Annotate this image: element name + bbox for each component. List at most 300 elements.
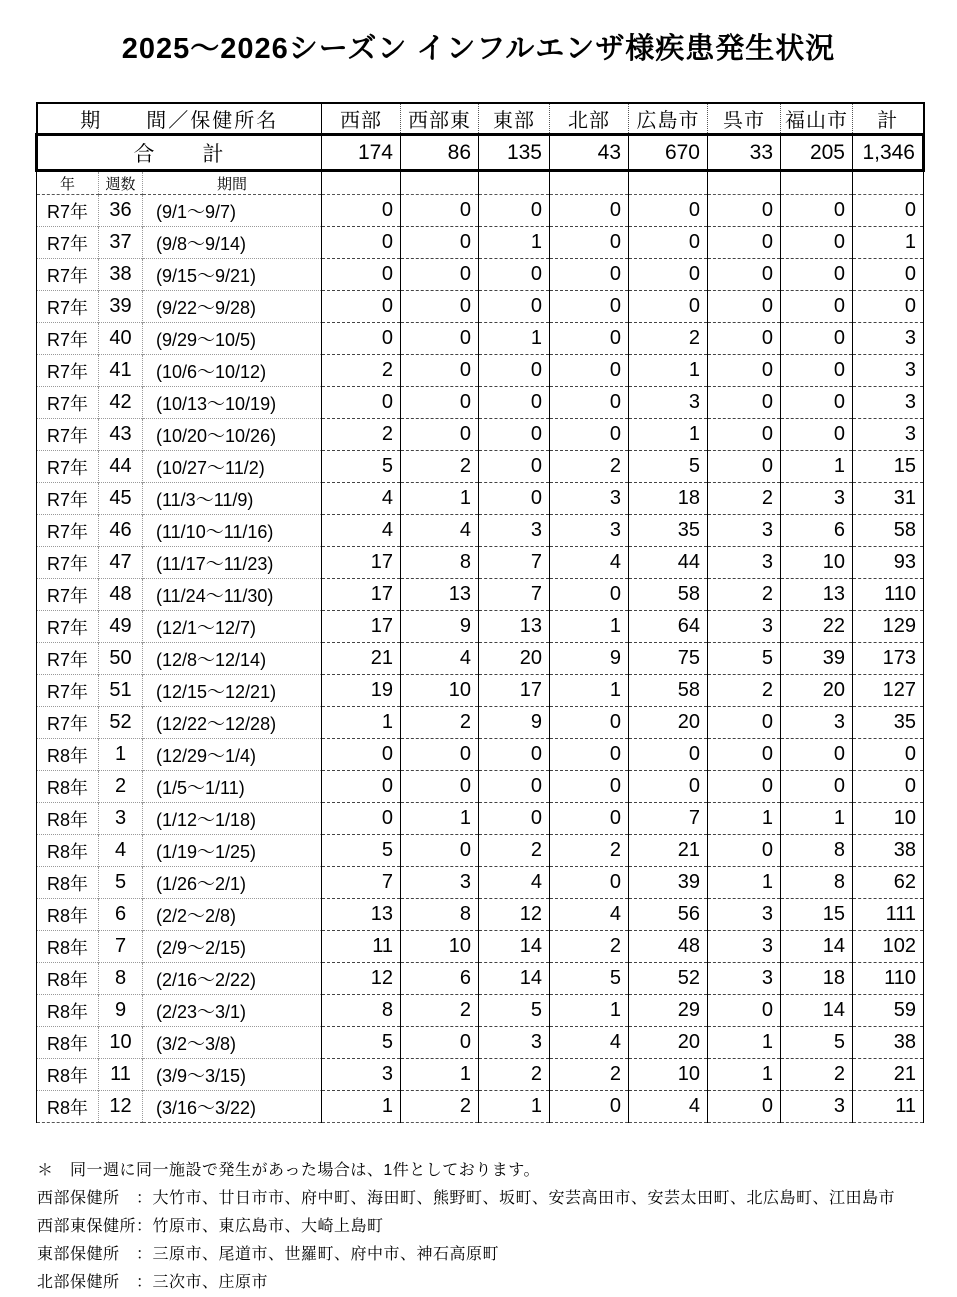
value-cell: 38 [853,1027,924,1059]
value-cell: 7 [322,867,401,899]
year-cell: R8年 [37,771,99,803]
table-row [37,547,924,579]
value-cell: 3 [479,1027,550,1059]
subheader-empty-cell [322,171,401,195]
week-cell: 42 [99,387,143,419]
value-cell: 8 [401,547,479,579]
value-cell: 29 [629,995,708,1027]
period-cell: (12/22～12/28) [143,707,322,739]
week-cell: 37 [99,227,143,259]
column-header-seibu: 西部 [322,103,401,135]
value-cell: 0 [401,835,479,867]
value-cell: 13 [781,579,853,611]
value-cell: 0 [708,835,781,867]
value-cell: 21 [322,643,401,675]
value-cell: 4 [550,547,629,579]
column-header-kure: 呉市 [708,103,781,135]
value-cell: 11 [853,1091,924,1123]
influenza-weekly-table [35,102,925,1123]
value-cell: 3 [479,515,550,547]
value-cell: 13 [322,899,401,931]
year-cell: R7年 [37,547,99,579]
table-row [37,291,924,323]
year-cell: R7年 [37,195,99,227]
year-cell: R7年 [37,643,99,675]
period-cell: (1/5～1/11) [143,771,322,803]
value-cell: 44 [629,547,708,579]
value-cell: 127 [853,675,924,707]
column-header-seibuhigashi: 西部東 [401,103,479,135]
value-cell: 4 [322,483,401,515]
week-cell: 45 [99,483,143,515]
value-cell: 35 [629,515,708,547]
table-row [37,195,924,227]
value-cell: 3 [708,931,781,963]
value-cell: 0 [550,867,629,899]
value-cell: 1 [629,419,708,451]
subheader-empty-cell [550,171,629,195]
week-cell: 6 [99,899,143,931]
table-row [37,227,924,259]
value-cell: 0 [479,419,550,451]
period-cell: (9/29～10/5) [143,323,322,355]
value-cell: 3 [322,1059,401,1091]
week-cell: 39 [99,291,143,323]
value-cell: 1 [401,483,479,515]
value-cell: 31 [853,483,924,515]
value-cell: 15 [853,451,924,483]
week-cell: 1 [99,739,143,771]
value-cell: 2 [781,1059,853,1091]
value-cell: 3 [708,963,781,995]
value-cell: 3 [550,515,629,547]
value-cell: 5 [322,835,401,867]
week-cell: 51 [99,675,143,707]
value-cell: 0 [781,323,853,355]
week-cell: 46 [99,515,143,547]
value-cell: 0 [550,803,629,835]
period-cell: (12/8～12/14) [143,643,322,675]
total-cell: 33 [708,135,781,171]
subheader-empty-cell [629,171,708,195]
value-cell: 62 [853,867,924,899]
value-cell: 0 [401,419,479,451]
value-cell: 0 [781,259,853,291]
corner-header: 期 間／保健所名 [37,103,322,135]
table-row [37,835,924,867]
report-page [0,26,957,1294]
value-cell: 0 [550,355,629,387]
period-cell: (3/2～3/8) [143,1027,322,1059]
year-cell: R7年 [37,227,99,259]
value-cell: 58 [629,675,708,707]
year-cell: R7年 [37,611,99,643]
value-cell: 2 [550,451,629,483]
value-cell: 1 [781,451,853,483]
value-cell: 0 [853,771,924,803]
value-cell: 20 [781,675,853,707]
value-cell: 39 [781,643,853,675]
value-cell: 6 [401,963,479,995]
value-cell: 21 [853,1059,924,1091]
period-cell: (12/29～1/4) [143,739,322,771]
table-row [37,1059,924,1091]
value-cell: 102 [853,931,924,963]
value-cell: 11 [322,931,401,963]
table-row [37,515,924,547]
year-cell: R7年 [37,675,99,707]
period-cell: (1/19～1/25) [143,835,322,867]
grand-total-row [37,135,924,171]
value-cell: 4 [550,899,629,931]
value-cell: 5 [322,1027,401,1059]
value-cell: 0 [550,771,629,803]
value-cell: 2 [708,675,781,707]
value-cell: 5 [629,451,708,483]
period-cell: (12/15～12/21) [143,675,322,707]
week-cell: 8 [99,963,143,995]
table-row [37,419,924,451]
value-cell: 0 [550,195,629,227]
table-row [37,899,924,931]
page-title: 2025～2026シーズン インフルエンザ様疾患発生状況 [121,33,836,65]
period-cell: (10/6～10/12) [143,355,322,387]
value-cell: 110 [853,579,924,611]
value-cell: 0 [853,259,924,291]
period-cell: (9/22～9/28) [143,291,322,323]
value-cell: 14 [479,963,550,995]
value-cell: 7 [479,547,550,579]
value-cell: 0 [629,739,708,771]
year-cell: R8年 [37,963,99,995]
header-row [37,103,924,135]
year-cell: R7年 [37,707,99,739]
value-cell: 14 [479,931,550,963]
value-cell: 0 [401,739,479,771]
table-row [37,259,924,291]
subheader-year: 年 [37,171,99,195]
value-cell: 0 [708,1091,781,1123]
value-cell: 2 [401,995,479,1027]
period-cell: (1/26～2/1) [143,867,322,899]
year-cell: R8年 [37,867,99,899]
value-cell: 20 [479,643,550,675]
value-cell: 0 [322,195,401,227]
week-cell: 47 [99,547,143,579]
value-cell: 0 [629,771,708,803]
column-header-tobu: 東部 [479,103,550,135]
value-cell: 0 [401,387,479,419]
total-cell: 43 [550,135,629,171]
week-cell: 36 [99,195,143,227]
value-cell: 3 [853,387,924,419]
year-cell: R8年 [37,803,99,835]
table-row [37,931,924,963]
value-cell: 15 [781,899,853,931]
value-cell: 0 [479,803,550,835]
value-cell: 0 [550,291,629,323]
year-cell: R8年 [37,1059,99,1091]
value-cell: 10 [401,931,479,963]
value-cell: 2 [322,355,401,387]
value-cell: 1 [401,803,479,835]
year-cell: R7年 [37,355,99,387]
value-cell: 22 [781,611,853,643]
week-cell: 5 [99,867,143,899]
period-cell: (3/16～3/22) [143,1091,322,1123]
value-cell: 1 [479,1091,550,1123]
value-cell: 1 [708,803,781,835]
value-cell: 2 [550,1059,629,1091]
period-cell: (9/8～9/14) [143,227,322,259]
year-cell: R7年 [37,515,99,547]
period-cell: (9/1～9/7) [143,195,322,227]
period-cell: (10/27～11/2) [143,451,322,483]
table-row [37,675,924,707]
value-cell: 12 [479,899,550,931]
value-cell: 5 [781,1027,853,1059]
period-cell: (9/15～9/21) [143,259,322,291]
value-cell: 0 [401,771,479,803]
value-cell: 0 [401,291,479,323]
value-cell: 1 [479,227,550,259]
value-cell: 18 [781,963,853,995]
value-cell: 0 [401,1027,479,1059]
value-cell: 10 [853,803,924,835]
value-cell: 5 [550,963,629,995]
value-cell: 58 [629,579,708,611]
week-cell: 52 [99,707,143,739]
value-cell: 173 [853,643,924,675]
value-cell: 0 [853,739,924,771]
total-cell: 174 [322,135,401,171]
value-cell: 110 [853,963,924,995]
value-cell: 4 [401,643,479,675]
period-cell: (10/20～10/26) [143,419,322,451]
total-cell: 205 [781,135,853,171]
period-cell: (2/23～3/1) [143,995,322,1027]
year-cell: R7年 [37,291,99,323]
total-cell: 670 [629,135,708,171]
value-cell: 6 [781,515,853,547]
table-row [37,739,924,771]
period-cell: (2/9～2/15) [143,931,322,963]
value-cell: 0 [479,483,550,515]
value-cell: 0 [853,291,924,323]
value-cell: 1 [479,323,550,355]
value-cell: 0 [401,227,479,259]
week-cell: 10 [99,1027,143,1059]
value-cell: 1 [550,611,629,643]
value-cell: 0 [708,355,781,387]
year-cell: R8年 [37,995,99,1027]
value-cell: 2 [550,931,629,963]
value-cell: 4 [322,515,401,547]
period-cell: (3/9～3/15) [143,1059,322,1091]
note-seibuhigashi-hokenjo: 西部東保健所：竹原市、東広島市、大崎上島町 [37,1218,384,1235]
value-cell: 35 [853,707,924,739]
value-cell: 1 [781,803,853,835]
note-hokubu-hokenjo: 北部保健所 ：三次市、庄原市 [37,1274,269,1291]
week-cell: 40 [99,323,143,355]
value-cell: 0 [322,323,401,355]
week-cell: 4 [99,835,143,867]
year-cell: R8年 [37,1027,99,1059]
note-tobu-hokenjo: 東部保健所 ：三原市、尾道市、世羅町、府中市、神石高原町 [37,1246,500,1263]
value-cell: 3 [853,323,924,355]
value-cell: 0 [550,227,629,259]
value-cell: 0 [550,739,629,771]
week-cell: 41 [99,355,143,387]
table-row [37,611,924,643]
value-cell: 0 [629,259,708,291]
value-cell: 10 [401,675,479,707]
total-cell: 135 [479,135,550,171]
table-row [37,1027,924,1059]
value-cell: 2 [479,1059,550,1091]
value-cell: 111 [853,899,924,931]
value-cell: 0 [550,707,629,739]
value-cell: 129 [853,611,924,643]
week-cell: 50 [99,643,143,675]
value-cell: 0 [781,771,853,803]
note-asterisk: ＊ 同一週に同一施設で発生があった場合は、1件としております。 [37,1162,540,1179]
value-cell: 0 [708,771,781,803]
value-cell: 1 [550,995,629,1027]
column-header-total: 計 [853,103,924,135]
value-cell: 3 [708,547,781,579]
value-cell: 0 [550,579,629,611]
year-cell: R8年 [37,1091,99,1123]
week-cell: 7 [99,931,143,963]
value-cell: 0 [322,803,401,835]
table-row [37,387,924,419]
subheader-empty-cell [479,171,550,195]
value-cell: 0 [629,227,708,259]
value-cell: 3 [853,355,924,387]
value-cell: 2 [401,1091,479,1123]
value-cell: 0 [629,195,708,227]
value-cell: 12 [322,963,401,995]
value-cell: 56 [629,899,708,931]
year-cell: R7年 [37,323,99,355]
value-cell: 0 [708,739,781,771]
value-cell: 2 [401,707,479,739]
value-cell: 0 [708,707,781,739]
value-cell: 2 [708,483,781,515]
value-cell: 0 [708,419,781,451]
value-cell: 2 [322,419,401,451]
value-cell: 14 [781,931,853,963]
value-cell: 0 [550,387,629,419]
value-cell: 2 [550,835,629,867]
value-cell: 8 [322,995,401,1027]
value-cell: 0 [479,387,550,419]
value-cell: 17 [322,611,401,643]
value-cell: 0 [322,739,401,771]
total-cell: 86 [401,135,479,171]
value-cell: 3 [629,387,708,419]
value-cell: 17 [322,547,401,579]
total-cell: 1,346 [853,135,924,171]
value-cell: 0 [479,195,550,227]
week-cell: 44 [99,451,143,483]
year-cell: R8年 [37,931,99,963]
value-cell: 0 [401,355,479,387]
value-cell: 0 [322,771,401,803]
value-cell: 13 [479,611,550,643]
value-cell: 7 [629,803,708,835]
value-cell: 0 [401,195,479,227]
value-cell: 0 [781,195,853,227]
value-cell: 1 [550,675,629,707]
subheader-empty-cell [708,171,781,195]
table-row [37,323,924,355]
value-cell: 0 [708,387,781,419]
value-cell: 5 [708,643,781,675]
value-cell: 0 [479,355,550,387]
value-cell: 2 [401,451,479,483]
period-cell: (10/13～10/19) [143,387,322,419]
column-header-fukuyama: 福山市 [781,103,853,135]
value-cell: 0 [401,323,479,355]
year-cell: R7年 [37,259,99,291]
column-header-hokubu: 北部 [550,103,629,135]
value-cell: 8 [401,899,479,931]
value-cell: 0 [708,451,781,483]
subheader-empty-cell [401,171,479,195]
week-cell: 12 [99,1091,143,1123]
value-cell: 39 [629,867,708,899]
year-cell: R7年 [37,579,99,611]
subheader-empty-cell [781,171,853,195]
value-cell: 17 [322,579,401,611]
period-cell: (11/24～11/30) [143,579,322,611]
value-cell: 0 [781,227,853,259]
value-cell: 3 [708,515,781,547]
week-cell: 48 [99,579,143,611]
value-cell: 3 [853,419,924,451]
value-cell: 9 [550,643,629,675]
value-cell: 3 [708,611,781,643]
value-cell: 5 [322,451,401,483]
value-cell: 59 [853,995,924,1027]
value-cell: 8 [781,867,853,899]
value-cell: 0 [781,355,853,387]
year-cell: R7年 [37,387,99,419]
table-row [37,451,924,483]
value-cell: 0 [401,259,479,291]
table-row [37,1091,924,1123]
value-cell: 0 [708,323,781,355]
value-cell: 3 [550,483,629,515]
value-cell: 75 [629,643,708,675]
year-cell: R8年 [37,739,99,771]
period-cell: (2/2～2/8) [143,899,322,931]
value-cell: 4 [629,1091,708,1123]
table-row [37,803,924,835]
week-cell: 9 [99,995,143,1027]
week-cell: 2 [99,771,143,803]
value-cell: 52 [629,963,708,995]
value-cell: 17 [479,675,550,707]
value-cell: 4 [401,515,479,547]
value-cell: 21 [629,835,708,867]
value-cell: 13 [401,579,479,611]
value-cell: 0 [853,195,924,227]
value-cell: 0 [781,291,853,323]
value-cell: 2 [629,323,708,355]
